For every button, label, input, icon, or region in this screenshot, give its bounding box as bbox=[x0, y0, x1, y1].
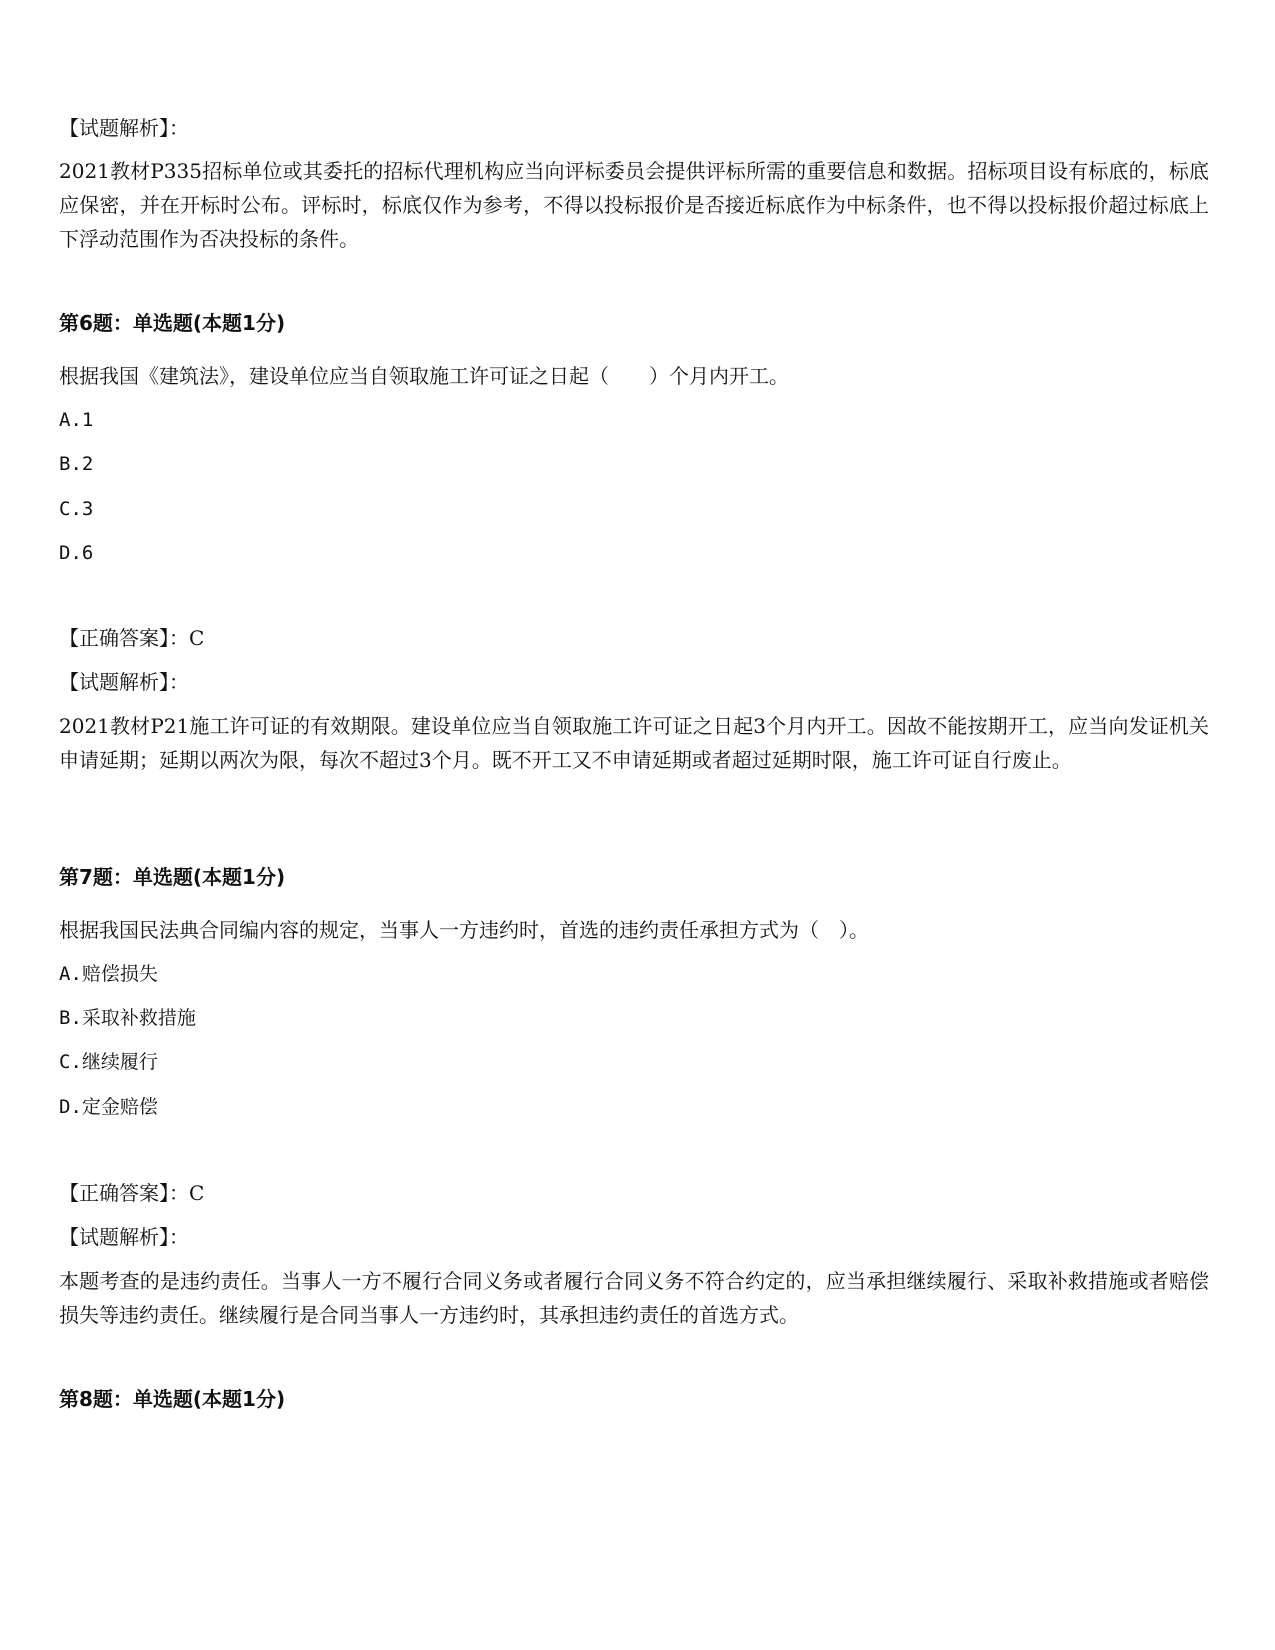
q7-analysis-text: 本题考查的是违约责任。当事人一方不履行合同义务或者履行合同义务不符合约定的，应当承担继续履行、采取补救措施或者赔偿损失等违约责任。继续履行是合同当事人一方违约时，其承担违约责任的首选方式。 bbox=[59, 1269, 1209, 1327]
q6-analysis-label: 【试题解析】： bbox=[59, 670, 189, 694]
q7-heading: 第7题：单选题(本题1分) bbox=[59, 865, 286, 889]
q7-stem: 根据我国民法典合同编内容的规定，当事人一方违约时，首选的违约责任承担方式为（ ）。 bbox=[59, 918, 869, 942]
document-page bbox=[59, 0, 1209, 1650]
q6-option-d: D.6 bbox=[59, 542, 94, 564]
q5-analysis-label: 【试题解析】： bbox=[59, 116, 189, 140]
q6-heading: 第6题：单选题(本题1分) bbox=[59, 311, 286, 335]
q7-option-a: A.赔偿损失 bbox=[59, 963, 158, 985]
q7-option-d: D.定金赔偿 bbox=[59, 1096, 158, 1118]
q7-option-c: C.继续履行 bbox=[59, 1051, 158, 1073]
q6-analysis-text: 2021教材P21施工许可证的有效期限。建设单位应当自领取施工许可证之日起3个月内开工。因故不能按期开工，应当向发证机关申请延期；延期以两次为限，每次不超过3个月。既不开工又不申请延期或者超过延期时限，施工许可证自行废止。 bbox=[59, 714, 1209, 772]
q7-option-b: B.采取补救措施 bbox=[59, 1007, 196, 1029]
q6-answer: 【正确答案】：C bbox=[59, 626, 205, 650]
q8-heading: 第8题：单选题(本题1分) bbox=[59, 1387, 286, 1411]
q6-option-a: A.1 bbox=[59, 409, 94, 431]
q6-stem: 根据我国《建筑法》，建设单位应当自领取施工许可证之日起（ ）个月内开工。 bbox=[59, 364, 789, 388]
q5-analysis-text: 2021教材P335招标单位或其委托的招标代理机构应当向评标委员会提供评标所需的重要信息和数据。招标项目设有标底的，标底应保密，并在开标时公布。评标时，标底仅作为参考，不得以投标报价是否接近标底作为中标条件，也不得以投标报价超过标底上下浮动范围作为否决投标的条件。 bbox=[59, 159, 1209, 251]
q6-option-b: B.2 bbox=[59, 453, 94, 475]
q7-analysis-label: 【试题解析】： bbox=[59, 1225, 189, 1249]
q6-option-c: C.3 bbox=[59, 498, 94, 520]
q7-answer: 【正确答案】：C bbox=[59, 1181, 205, 1205]
